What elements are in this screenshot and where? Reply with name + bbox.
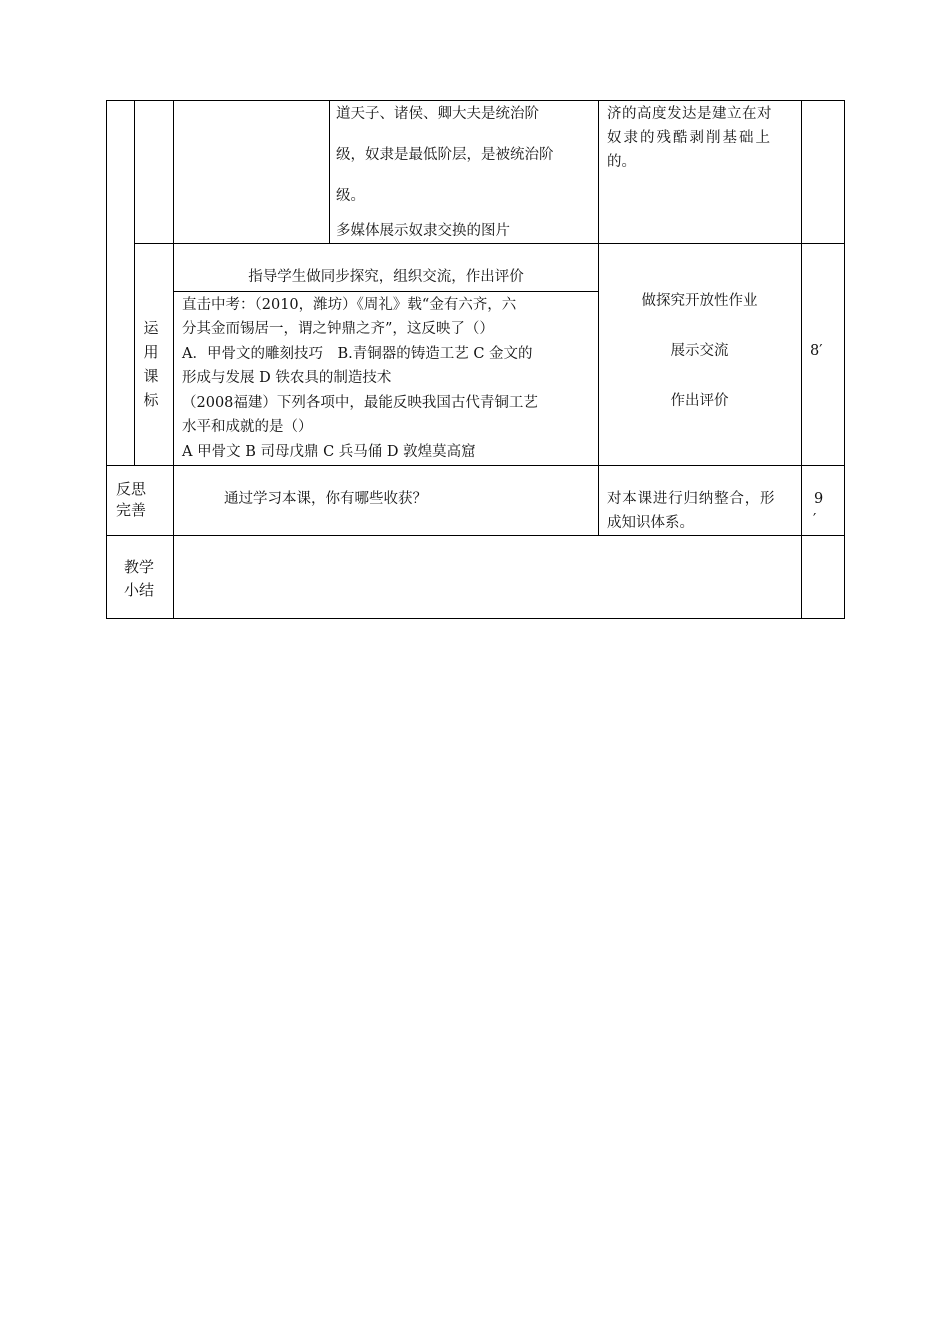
reflect-student-line-1: 对本课进行归纳整合，形 bbox=[607, 491, 776, 507]
summary-label-line-1: 教学 bbox=[124, 558, 155, 576]
teacher-line-2: 级，奴隶是最低阶层，是被统治阶 bbox=[336, 147, 554, 163]
exercise-line-7: A 甲骨文 B 司母戊鼎 C 兵马俑 D 敦煌莫高窟 bbox=[182, 444, 476, 460]
stage-label-apply-standards: 运用课标 bbox=[143, 319, 159, 409]
row3-bottom-border bbox=[106, 535, 845, 536]
teacher-line-3: 级。 bbox=[336, 188, 365, 204]
student-activity-1: 做探究开放性作业 bbox=[641, 293, 758, 309]
guide-text: 指导学生做同步探究，组织交流，作出评价 bbox=[248, 269, 524, 285]
time-column-left-border bbox=[801, 100, 802, 619]
exercise-line-5: （2008福建）下列各项中，最能反映我国古代青铜工艺 bbox=[182, 395, 538, 411]
time-reflect-line-2: ′ bbox=[813, 512, 817, 528]
student-line-3: 的。 bbox=[607, 154, 636, 170]
student-line-1: 济的高度发达是建立在对 bbox=[607, 106, 772, 122]
teacher-column-left-border bbox=[329, 100, 330, 244]
exercise-line-4: 形成与发展 D 铁农具的制造技术 bbox=[182, 370, 392, 386]
table-right-border bbox=[844, 100, 845, 619]
exercise-line-1: 直击中考：（2010，潍坊）《周礼》载“金有六齐，六 bbox=[182, 297, 517, 313]
guide-row-bottom-border bbox=[174, 291, 598, 292]
reflect-student-line-2: 成知识体系。 bbox=[607, 515, 694, 531]
teacher-line-1: 道天子、诸侯、卿大夫是统治阶 bbox=[336, 106, 539, 122]
row1-bottom-border bbox=[134, 243, 845, 244]
stage-column-left-border bbox=[134, 100, 135, 466]
student-line-2: 奴隶的残酷剥削基础上 bbox=[607, 130, 772, 146]
exercise-line-3: A．甲骨文的雕刻技巧 B.青铜器的铸造工艺 C 金文的 bbox=[182, 346, 533, 362]
content-column-left-border bbox=[173, 100, 174, 619]
student-column-left-border bbox=[598, 100, 599, 536]
time-reflect-line-1: 9 bbox=[814, 491, 824, 507]
reflect-label-line-1: 反思 bbox=[116, 480, 147, 498]
table-bottom-border bbox=[106, 618, 845, 619]
exercise-line-2: 分其金而锡居一，谓之钟鼎之齐”，这反映了（） bbox=[182, 321, 494, 337]
summary-label-line-2: 小结 bbox=[124, 581, 155, 599]
reflect-label-line-2: 完善 bbox=[116, 501, 147, 519]
time-apply: 8′ bbox=[810, 343, 823, 359]
reflect-teacher-text: 通过学习本课，你有哪些收获？ bbox=[224, 491, 427, 507]
student-activity-2: 展示交流 bbox=[670, 343, 729, 359]
teacher-line-4: 多媒体展示奴隶交换的图片 bbox=[336, 223, 510, 239]
row2-bottom-border bbox=[106, 465, 845, 466]
table-top-border bbox=[106, 100, 845, 101]
exercise-line-6: 水平和成就的是（） bbox=[182, 419, 313, 435]
table-left-border bbox=[106, 100, 107, 619]
student-activity-3: 作出评价 bbox=[670, 393, 729, 409]
